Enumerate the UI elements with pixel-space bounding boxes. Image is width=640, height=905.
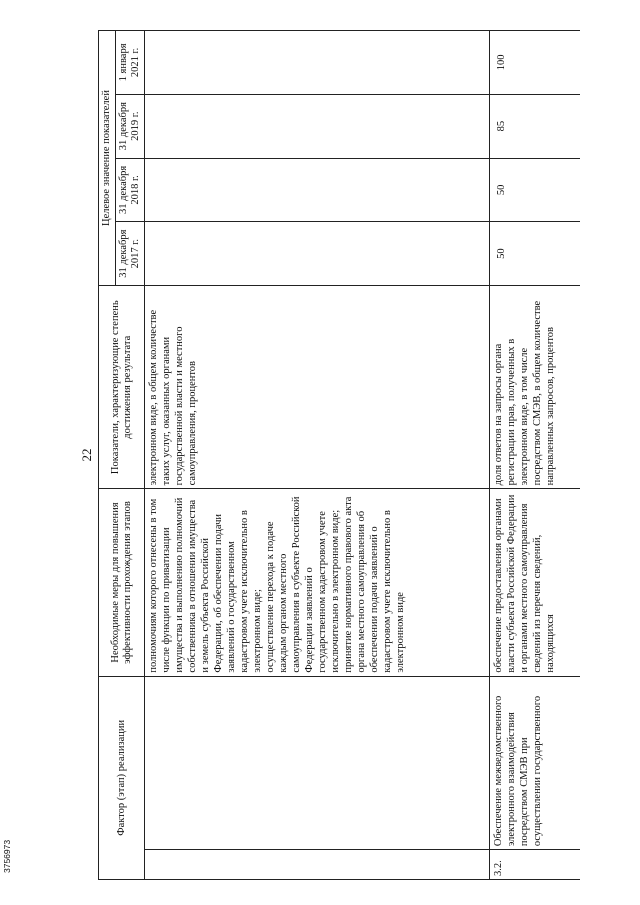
row-number: 3.2. <box>490 850 580 880</box>
indicators-cell: электронном виде, в общем количестве таких услуг, оказанных органами государственной власти и местного самоуправления, процентов <box>145 286 490 489</box>
table-row <box>490 31 580 880</box>
value-2019 <box>145 94 490 158</box>
rotated-document-page <box>36 30 596 880</box>
table-row <box>145 31 490 880</box>
value-2017: 50 <box>490 222 580 286</box>
value-2018 <box>145 158 490 222</box>
header-indicators: Показатели, характеризующие степень достижения результата <box>99 286 145 489</box>
row-number <box>145 850 490 880</box>
measures-cell: обеспечение предоставления органами власти субъекта Российской Федерации и органами местного самоуправления сведений из перечня сведений, находящихся <box>490 489 580 676</box>
value-2017 <box>145 222 490 286</box>
indicators-table <box>98 30 580 880</box>
header-measures: Необходимые меры для повышения эффективности прохождения этапов <box>99 489 145 676</box>
indicators-cell: доля ответов на запросы органа регистрации прав, полученных в электронном виде, в том числе посредством СМЭВ, в общем количестве направленных запросов, процентов <box>490 286 580 489</box>
page-number: 22 <box>79 448 94 462</box>
factor-cell <box>145 676 490 850</box>
header-target-values: Целевое значение показателей <box>99 31 116 286</box>
measures-cell: полномочиям которого отнесены в том числе функции по приватизации имущества и выполнению полномочий собственника в отношении имущества и земель субъекта Российской Федерации, об обеспечении подачи заявлений о государственном кадастровом учете исключительно в электронном виде; осуществление перехода к подаче каждым органом местного самоуправления в субъекте Российской Федерации заявлений о государственном кадастровом учете исключительно в электронном виде; принятие нормативного правового акта органа местного самоуправления об обеспечении подачи заявлений о кадастровом учете исключительно в электронном виде <box>145 489 490 676</box>
factor-cell: Обеспечение межведомственного электронного взаимодействия посредством СМЭВ при осуществлении государственного <box>490 676 580 850</box>
value-2018: 50 <box>490 158 580 222</box>
header-factor: Фактор (этап) реализации <box>99 676 145 879</box>
document-id: 3756973 <box>2 839 12 873</box>
header-date-2017: 31 декабря 2017 г. <box>116 222 145 286</box>
value-2019: 85 <box>490 94 580 158</box>
value-2021: 100 <box>490 31 580 95</box>
value-2021 <box>145 31 490 95</box>
header-date-2019: 31 декабря 2019 г. <box>116 94 145 158</box>
header-date-2018: 31 декабря 2018 г. <box>116 158 145 222</box>
header-date-2021: 1 января 2021 г. <box>116 31 145 95</box>
